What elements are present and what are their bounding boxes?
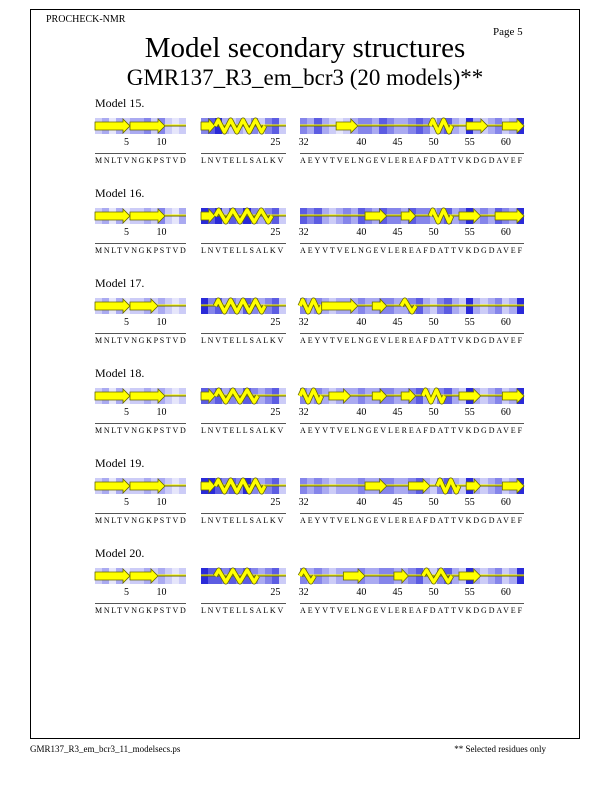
model-block: [0, 276, 612, 356]
sequence-text: MNLTVNGKPSTVD: [95, 336, 188, 345]
strand-arrow: [401, 389, 415, 403]
sequence-text: LNVTELLSALKV: [201, 426, 286, 435]
sequence-rule: [95, 513, 186, 514]
sequence-text: MNLTVNGKPSTVD: [95, 246, 188, 255]
page-number: Page 5: [493, 26, 523, 38]
sequence-text: LNVTELLSALKV: [201, 606, 286, 615]
residue-number-tick: 5: [124, 587, 129, 598]
residue-number-tick: 5: [124, 317, 129, 328]
strand-arrow: [466, 119, 488, 133]
sequence-rule: [201, 423, 286, 424]
secondary-structure-track: [201, 208, 286, 224]
residue-number-tick: 45: [392, 137, 403, 148]
strand-arrow: [365, 479, 387, 493]
residue-number-tick: 60: [500, 407, 511, 418]
residue-number-tick: 10: [156, 497, 167, 508]
model-block: [0, 456, 612, 536]
footer-filename: GMR137_R3_em_bcr3_11_modelsecs.ps: [30, 744, 181, 754]
residue-number-tick: 40: [356, 407, 367, 418]
secondary-structure-track: [201, 568, 286, 584]
secondary-structure-track: [201, 298, 286, 314]
residue-number-tick: 5: [124, 497, 129, 508]
residue-number-tick: 32: [298, 137, 309, 148]
secondary-structure-track: [95, 478, 186, 494]
sequence-text: LNVTELLSALKV: [201, 246, 286, 255]
sequence-text: AEYVTVELNGEVLEREAFDATTVKDGDAVEF: [300, 246, 524, 255]
residue-number-tick: 40: [356, 137, 367, 148]
strand-arrow: [329, 389, 351, 403]
residue-number-tick: 50: [428, 137, 439, 148]
sequence-rule: [201, 513, 286, 514]
strand-arrow: [201, 119, 215, 133]
residue-number-tick: 50: [428, 227, 439, 238]
model-block: [0, 186, 612, 266]
strand-arrow: [95, 569, 130, 583]
residue-number-tick: 55: [464, 137, 475, 148]
residue-number-tick: 10: [156, 317, 167, 328]
residue-number-tick: 5: [124, 227, 129, 238]
residue-number-tick: 40: [356, 497, 367, 508]
residue-number-tick: 60: [500, 137, 511, 148]
secondary-structure-track: [95, 388, 186, 404]
strand-arrow: [130, 389, 165, 403]
residue-number-tick: 50: [428, 317, 439, 328]
residue-number-tick: 55: [464, 587, 475, 598]
secondary-structure-track: [201, 118, 286, 134]
sequence-text: LNVTELLSALKV: [201, 156, 286, 165]
residue-number-tick: 55: [464, 317, 475, 328]
model-label: Model 15.: [95, 96, 145, 110]
sequence-rule: [300, 423, 524, 424]
strand-arrow: [322, 299, 358, 313]
residue-number-tick: 60: [500, 497, 511, 508]
strand-arrow: [95, 299, 130, 313]
residue-number-tick: 32: [298, 317, 309, 328]
secondary-structure-track: [95, 298, 186, 314]
secondary-structure-track: [300, 388, 524, 404]
sequence-text: MNLTVNGKPSTVD: [95, 156, 188, 165]
sequence-text: AEYVTVELNGEVLEREAFDATTVKDGDAVEF: [300, 336, 524, 345]
strand-arrow: [130, 119, 165, 133]
sequence-rule: [201, 243, 286, 244]
sequence-rule: [300, 513, 524, 514]
sequence-rule: [300, 603, 524, 604]
strand-arrow: [459, 389, 481, 403]
secondary-structure-track: [95, 118, 186, 134]
strand-arrow: [130, 209, 165, 223]
strand-arrow: [95, 119, 130, 133]
strand-arrow: [95, 209, 130, 223]
sequence-rule: [95, 423, 186, 424]
strand-arrow: [130, 569, 158, 583]
residue-number-tick: 40: [356, 587, 367, 598]
secondary-structure-track: [201, 478, 286, 494]
residue-number-tick: 50: [428, 407, 439, 418]
strand-arrow: [495, 209, 524, 223]
sequence-rule: [201, 603, 286, 604]
strand-arrow: [130, 479, 165, 493]
residue-number-tick: 45: [392, 497, 403, 508]
strand-arrow: [502, 479, 524, 493]
residue-number-tick: 32: [298, 497, 309, 508]
sequence-text: AEYVTVELNGEVLEREAFDATTVKDGDAVEF: [300, 606, 524, 615]
strand-arrow: [372, 389, 386, 403]
secondary-structure-track: [300, 478, 524, 494]
sequence-rule: [300, 243, 524, 244]
residue-number-tick: 10: [156, 407, 167, 418]
residue-number-tick: 45: [392, 587, 403, 598]
sequence-text: MNLTVNGKPSTVD: [95, 606, 188, 615]
sequence-text: LNVTELLSALKV: [201, 516, 286, 525]
strand-arrow: [502, 119, 524, 133]
strand-arrow: [95, 479, 130, 493]
residue-number-tick: 25: [270, 497, 281, 508]
sequence-rule: [95, 603, 186, 604]
model-block: [0, 96, 612, 176]
program-name: PROCHECK-NMR: [46, 14, 126, 25]
residue-number-tick: 40: [356, 227, 367, 238]
sequence-text: MNLTVNGKPSTVD: [95, 426, 188, 435]
residue-number-tick: 45: [392, 317, 403, 328]
sequence-rule: [300, 333, 524, 334]
secondary-structure-track: [300, 118, 524, 134]
strand-arrow: [343, 569, 365, 583]
residue-number-tick: 10: [156, 587, 167, 598]
sequence-rule: [95, 333, 186, 334]
strand-arrow: [372, 299, 386, 313]
strand-arrow: [130, 299, 158, 313]
residue-number-tick: 45: [392, 407, 403, 418]
strand-arrow: [459, 569, 481, 583]
residue-number-tick: 60: [500, 227, 511, 238]
residue-number-tick: 25: [270, 587, 281, 598]
secondary-structure-track: [300, 298, 524, 314]
residue-number-tick: 40: [356, 317, 367, 328]
strand-arrow: [365, 209, 387, 223]
secondary-structure-track: [300, 568, 524, 584]
residue-number-tick: 55: [464, 407, 475, 418]
strand-arrow: [336, 119, 358, 133]
sequence-text: AEYVTVELNGEVLEREAFDATTVKDGDAVEF: [300, 516, 524, 525]
model-label: Model 18.: [95, 366, 145, 380]
sequence-rule: [201, 153, 286, 154]
residue-number-tick: 60: [500, 587, 511, 598]
model-label: Model 20.: [95, 546, 145, 560]
residue-number-tick: 5: [124, 407, 129, 418]
residue-number-tick: 32: [298, 227, 309, 238]
residue-number-tick: 5: [124, 137, 129, 148]
residue-number-tick: 45: [392, 227, 403, 238]
model-label: Model 19.: [95, 456, 145, 470]
strand-arrow: [394, 569, 408, 583]
strand-arrow: [459, 209, 481, 223]
residue-number-tick: 10: [156, 227, 167, 238]
residue-number-tick: 32: [298, 587, 309, 598]
residue-number-tick: 55: [464, 227, 475, 238]
page-title: Model secondary structures: [144, 32, 466, 64]
strand-arrow: [466, 479, 480, 493]
sequence-text: AEYVTVELNGEVLEREAFDATTVKDGDAVEF: [300, 426, 524, 435]
strand-arrow: [401, 209, 415, 223]
sequence-rule: [201, 333, 286, 334]
secondary-structure-track: [95, 568, 186, 584]
strand-arrow: [95, 389, 130, 403]
footer-note: ** Selected residues only: [454, 744, 546, 754]
model-block: [0, 546, 612, 626]
sequence-text: AEYVTVELNGEVLEREAFDATTVKDGDAVEF: [300, 156, 524, 165]
strand-arrow: [201, 479, 215, 493]
strand-arrow: [502, 389, 524, 403]
residue-number-tick: 55: [464, 497, 475, 508]
secondary-structure-track: [95, 208, 186, 224]
page-subtitle: GMR137_R3_em_bcr3 (20 models)**: [126, 65, 484, 90]
secondary-structure-track: [201, 388, 286, 404]
model-label: Model 17.: [95, 276, 145, 290]
model-block: [0, 366, 612, 446]
sequence-text: MNLTVNGKPSTVD: [95, 516, 188, 525]
residue-number-tick: 25: [270, 137, 281, 148]
residue-number-tick: 25: [270, 317, 281, 328]
sequence-rule: [95, 153, 186, 154]
residue-number-tick: 25: [270, 227, 281, 238]
model-label: Model 16.: [95, 186, 145, 200]
sequence-rule: [300, 153, 524, 154]
strand-arrow: [408, 479, 430, 493]
residue-number-tick: 32: [298, 407, 309, 418]
residue-number-tick: 60: [500, 317, 511, 328]
residue-number-tick: 25: [270, 407, 281, 418]
residue-number-tick: 50: [428, 587, 439, 598]
strand-arrow: [201, 209, 215, 223]
sequence-rule: [95, 243, 186, 244]
residue-number-tick: 10: [156, 137, 167, 148]
secondary-structure-track: [300, 208, 524, 224]
sequence-text: LNVTELLSALKV: [201, 336, 286, 345]
residue-number-tick: 50: [428, 497, 439, 508]
strand-arrow: [201, 389, 215, 403]
